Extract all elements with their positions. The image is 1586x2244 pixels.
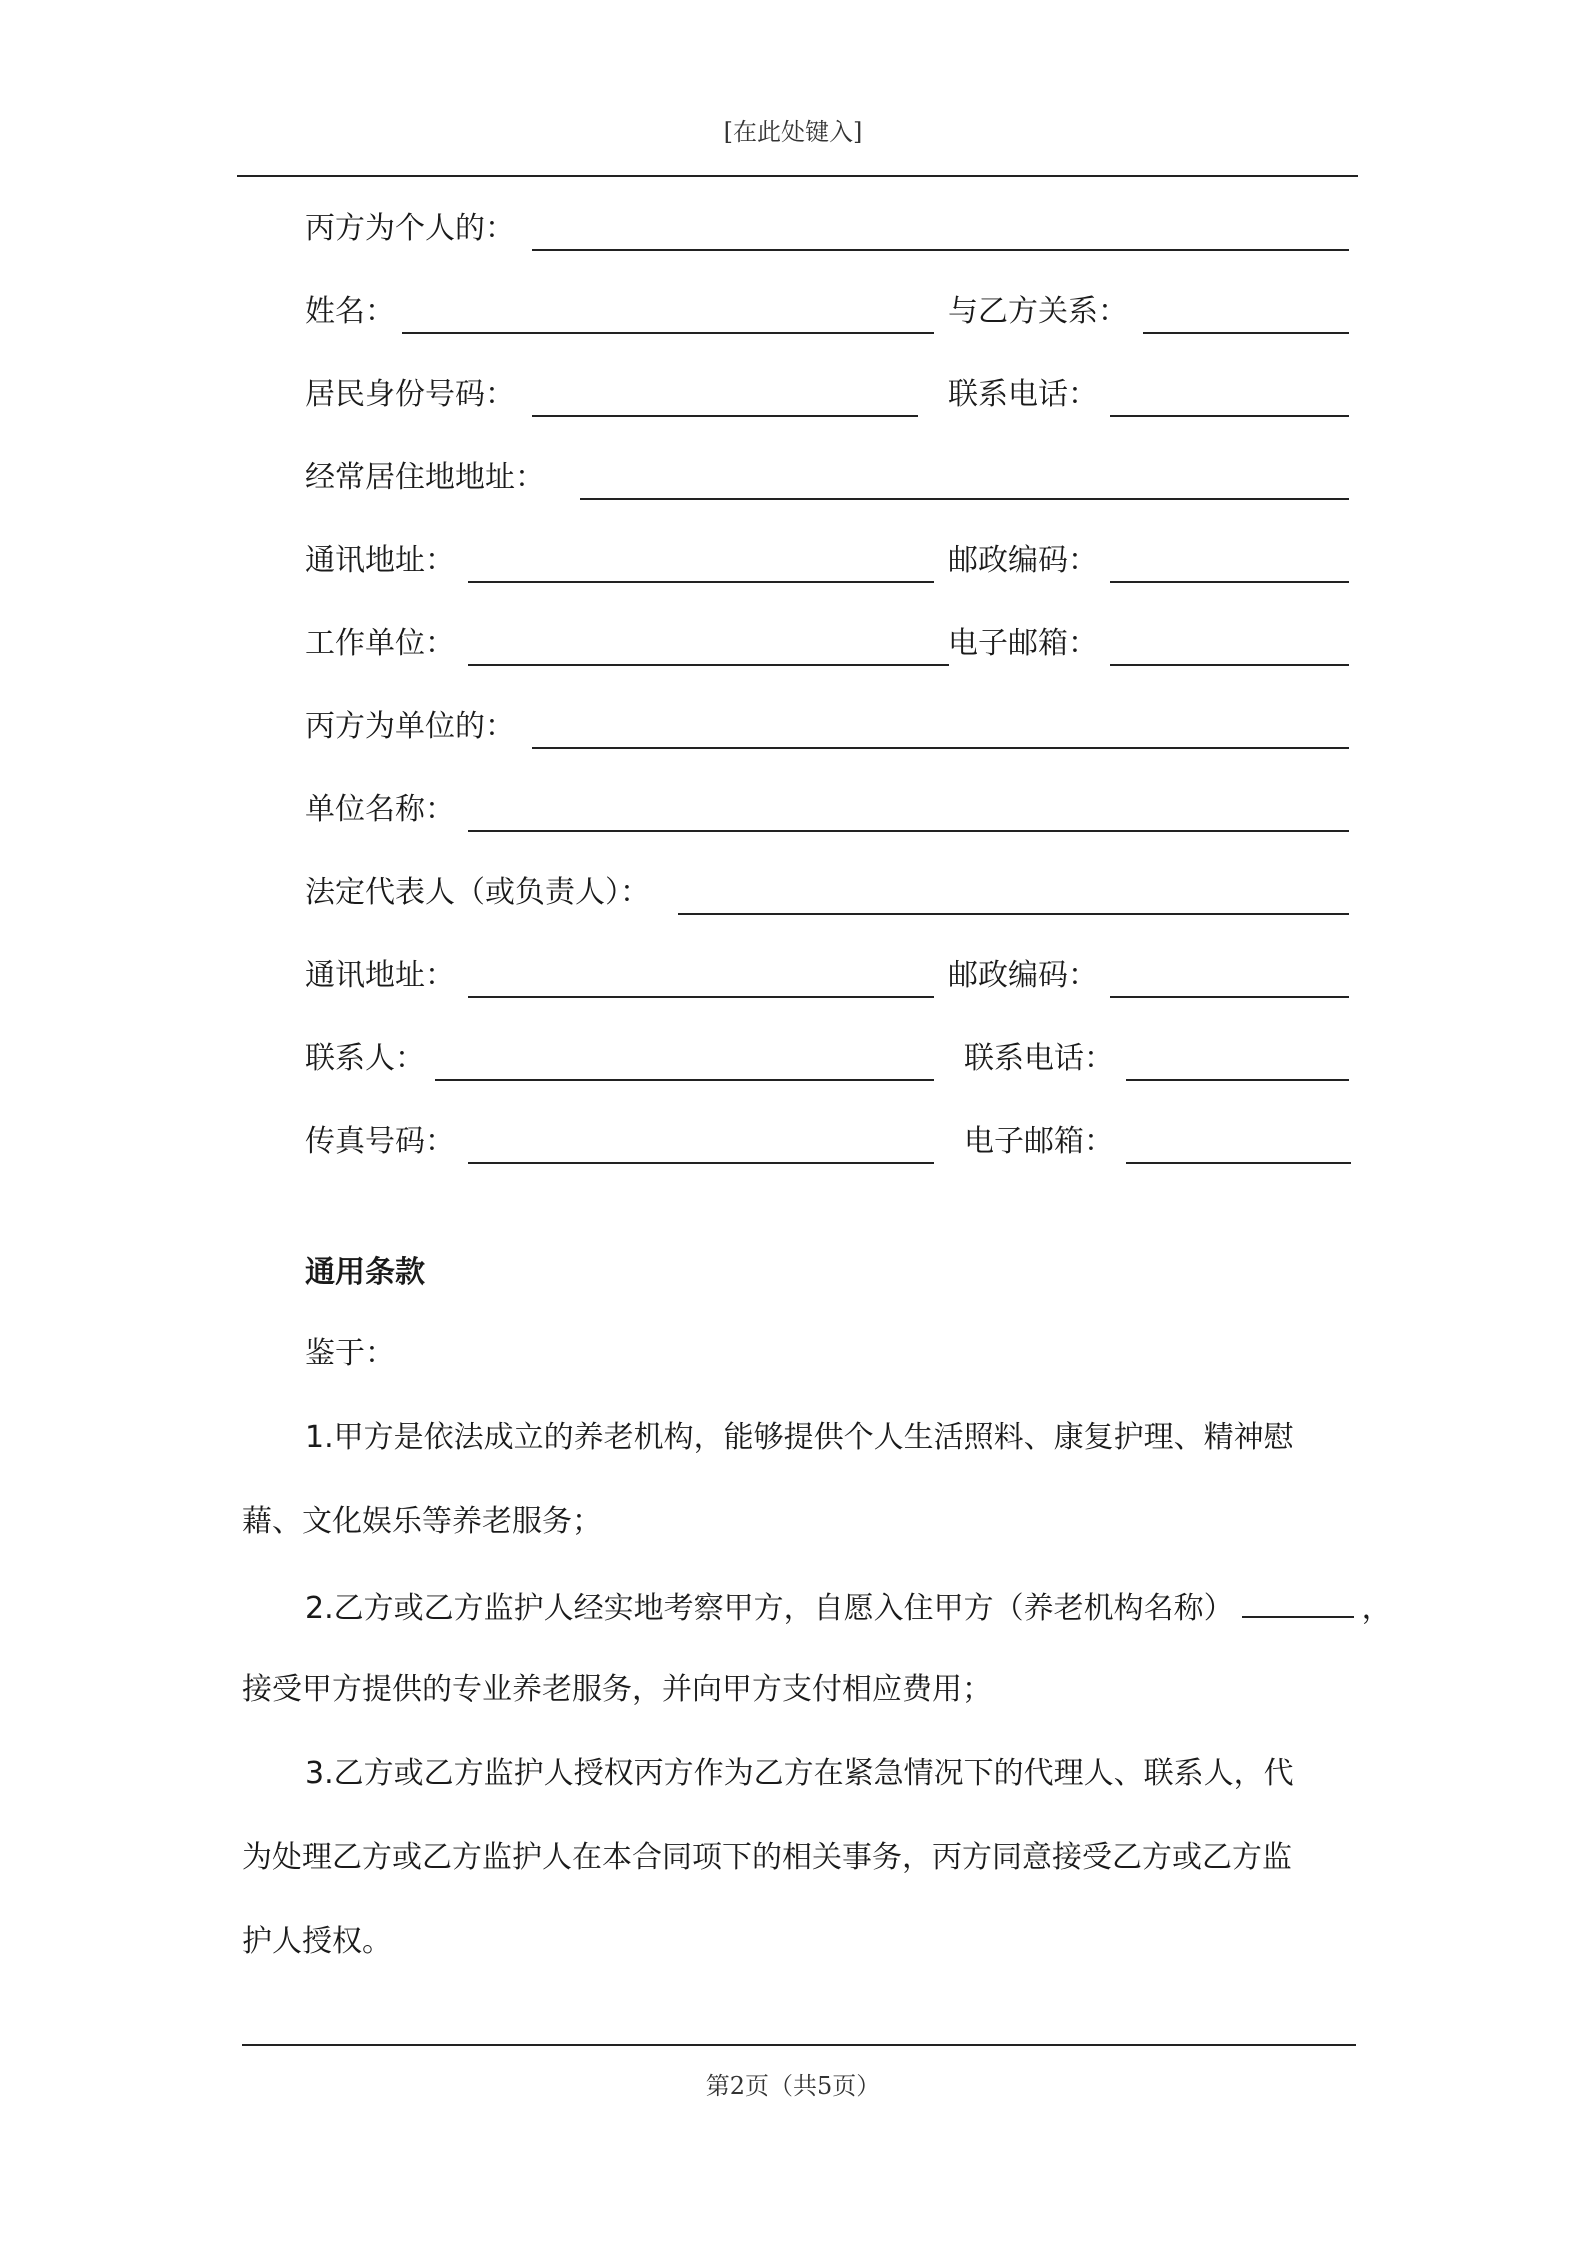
clause-3-line-1: 3.乙方或乙方监护人授权丙方作为乙方在紧急情况下的代理人、联系人，代 (305, 1756, 1294, 1791)
employer-label: 工作单位： (305, 626, 455, 661)
phone-field[interactable] (1110, 415, 1349, 417)
id-label: 居民身份号码： (305, 377, 515, 412)
clause-1-line-2: 藉、文化娱乐等养老服务； (242, 1504, 602, 1539)
phone-label: 联系电话： (948, 377, 1098, 412)
facility-name-blank[interactable] (1242, 1586, 1354, 1618)
unit-name-field[interactable] (468, 830, 1349, 832)
relation-field[interactable] (1143, 332, 1349, 334)
clause-2-line-2: 接受甲方提供的专业养老服务，并向甲方支付相应费用； (242, 1672, 992, 1707)
email-field[interactable] (1110, 664, 1349, 666)
unit-email-field[interactable] (1126, 1162, 1351, 1164)
clause-3-line-3: 护人授权。 (242, 1924, 392, 1959)
terms-heading: 通用条款 (305, 1255, 425, 1290)
clause-2-text: 2.乙方或乙方监护人经实地考察甲方，自愿入住甲方（养老机构名称） (305, 1591, 1234, 1626)
id-field[interactable] (532, 415, 918, 417)
clause-3-line-2: 为处理乙方或乙方监护人在本合同项下的相关事务，丙方同意接受乙方或乙方监 (242, 1840, 1292, 1875)
whereas-label: 鉴于： (305, 1336, 395, 1371)
unit-postcode-label: 邮政编码： (948, 958, 1098, 993)
unit-blank[interactable] (532, 747, 1349, 749)
page-footer: 第2页（共5页） (705, 2072, 881, 2100)
employer-field[interactable] (468, 664, 949, 666)
header-divider (237, 175, 1358, 177)
fax-field[interactable] (468, 1162, 934, 1164)
individual-heading: 丙方为个人的： (305, 211, 515, 246)
relation-label: 与乙方关系： (948, 294, 1128, 329)
unit-postcode-field[interactable] (1110, 996, 1349, 998)
fax-label: 传真号码： (305, 1124, 455, 1159)
legal-rep-label: 法定代表人（或负责人）： (305, 875, 650, 910)
unit-name-label: 单位名称： (305, 792, 455, 827)
postcode-field[interactable] (1110, 581, 1349, 583)
individual-blank[interactable] (532, 249, 1349, 251)
contact-field[interactable] (435, 1079, 934, 1081)
clause-2-line-1 (305, 1586, 1392, 1629)
unit-mail-address-label: 通讯地址： (305, 958, 455, 993)
postcode-label: 邮政编码： (948, 543, 1098, 578)
unit-email-label: 电子邮箱： (964, 1124, 1114, 1159)
legal-rep-field[interactable] (678, 913, 1349, 915)
clause-1-line-1: 1.甲方是依法成立的养老机构，能够提供个人生活照料、康复护理、精神慰 (305, 1420, 1294, 1455)
unit-phone-field[interactable] (1126, 1079, 1349, 1081)
unit-heading: 丙方为单位的： (305, 709, 515, 744)
email-label: 电子邮箱： (948, 626, 1098, 661)
mail-address-label: 通讯地址： (305, 543, 455, 578)
contact-label: 联系人： (305, 1041, 425, 1076)
mail-address-field[interactable] (468, 581, 934, 583)
footer-divider (242, 2044, 1356, 2046)
name-field[interactable] (402, 332, 934, 334)
unit-phone-label: 联系电话： (964, 1041, 1114, 1076)
unit-mail-address-field[interactable] (468, 996, 934, 998)
residence-label: 经常居住地地址： (305, 460, 545, 495)
name-label: 姓名： (305, 294, 395, 329)
page-header: [在此处键入] (723, 118, 863, 146)
clause-2-comma: ， (1361, 1591, 1392, 1626)
residence-field[interactable] (580, 498, 1349, 500)
